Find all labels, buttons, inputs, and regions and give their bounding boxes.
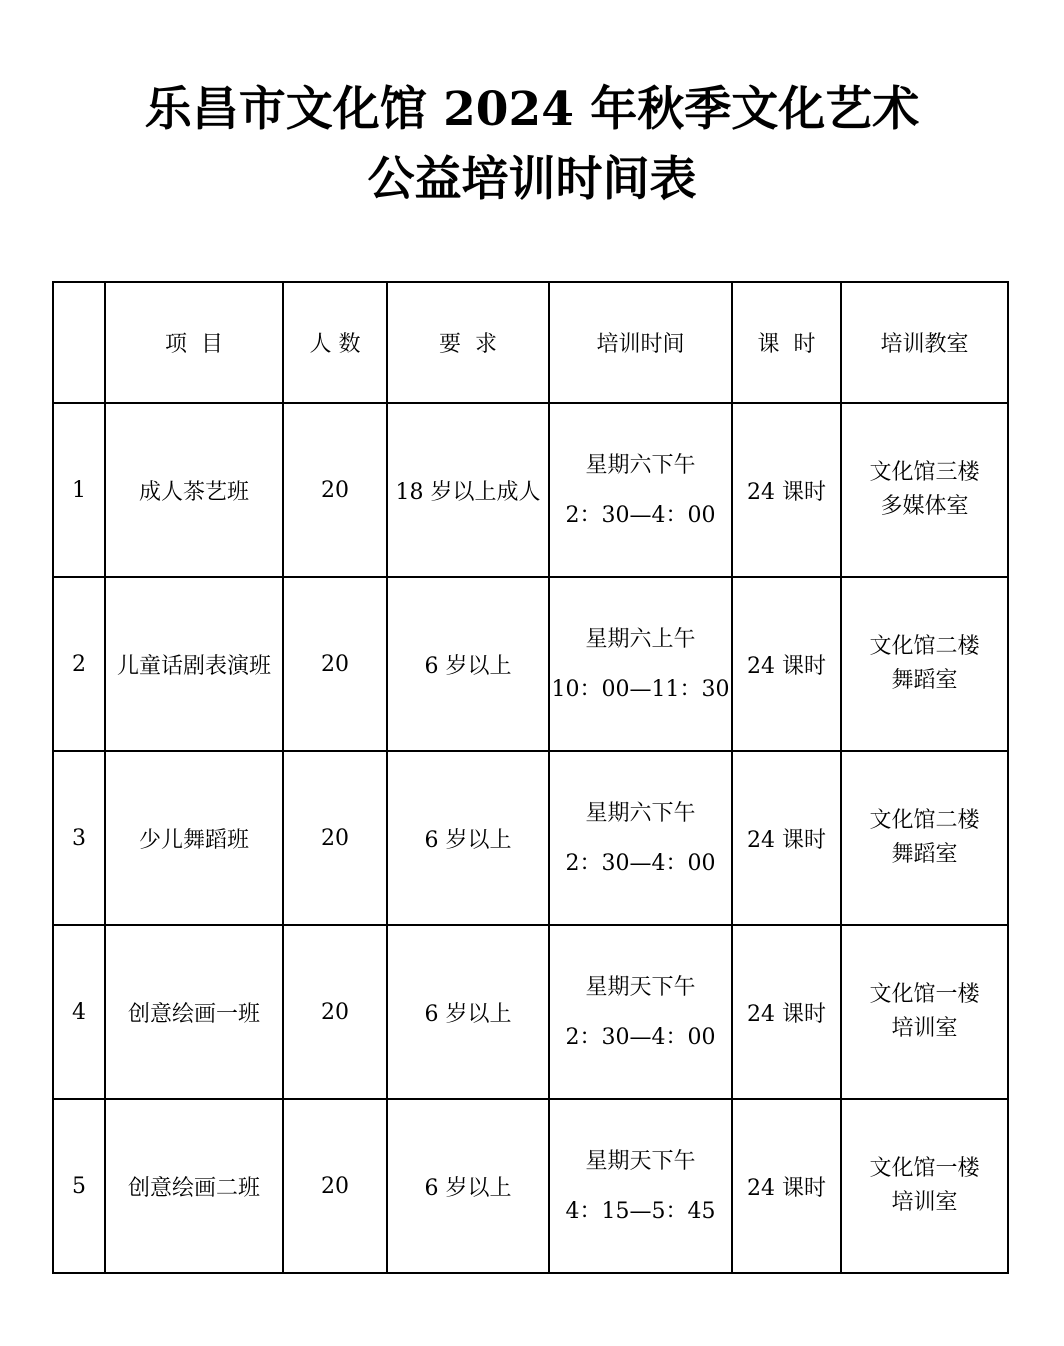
cell-count: 20: [283, 751, 387, 925]
cell-project: 少儿舞蹈班: [105, 751, 283, 925]
cell-count: 20: [283, 925, 387, 1099]
cell-project: 成人茶艺班: [105, 403, 283, 577]
table-row: [53, 925, 1008, 1099]
table-row: [53, 1099, 1008, 1273]
cell-count: 20: [283, 577, 387, 751]
cell-hours: 24 课时: [732, 403, 841, 577]
cell-hours: 24 课时: [732, 925, 841, 1099]
cell-requirement: 6 岁以上: [387, 577, 549, 751]
cell-time: [549, 1099, 732, 1273]
header-hours: 课 时: [732, 282, 841, 403]
cell-index: 3: [53, 751, 105, 925]
cell-time: [549, 403, 732, 577]
cell-hours: 24 课时: [732, 751, 841, 925]
table-row: [53, 751, 1008, 925]
page-title-line-1: 乐昌市文化馆 2024 年秋季文化艺术: [144, 82, 920, 137]
time-day: 星期六下午: [585, 801, 696, 826]
table-row: [53, 577, 1008, 751]
time-day: 星期六上午: [585, 627, 696, 652]
time-day: 星期六下午: [585, 453, 696, 478]
schedule-table: [52, 281, 1009, 1274]
cell-room: [841, 751, 1008, 925]
cell-project: 儿童话剧表演班: [105, 577, 283, 751]
cell-room: [841, 925, 1008, 1099]
room-building: 文化馆二楼: [869, 634, 980, 659]
cell-requirement: 6 岁以上: [387, 751, 549, 925]
table-row: [53, 403, 1008, 577]
cell-room: [841, 403, 1008, 577]
header-time: 培训时间: [549, 282, 732, 403]
time-range: 2：30—4：00: [565, 1025, 716, 1050]
room-building: 文化馆一楼: [869, 982, 980, 1007]
time-day: 星期天下午: [585, 975, 696, 1000]
room-name: 舞蹈室: [891, 842, 958, 867]
page-title-line-2: 公益培训时间表: [367, 152, 697, 207]
room-name: 多媒体室: [880, 494, 969, 519]
cell-index: 4: [53, 925, 105, 1099]
cell-requirement: 6 岁以上: [387, 925, 549, 1099]
cell-count: 20: [283, 403, 387, 577]
time-range: 4：15—5：45: [565, 1199, 716, 1224]
cell-hours: 24 课时: [732, 577, 841, 751]
header-count: 人 数: [283, 282, 387, 403]
cell-count: 20: [283, 1099, 387, 1273]
header-room: 培训教室: [841, 282, 1008, 403]
room-name: 培训室: [891, 1190, 958, 1215]
cell-index: 1: [53, 403, 105, 577]
time-day: 星期天下午: [585, 1149, 696, 1174]
cell-index: 2: [53, 577, 105, 751]
cell-requirement: 18 岁以上成人: [387, 403, 549, 577]
table-header-row: [53, 282, 1008, 403]
cell-time: [549, 925, 732, 1099]
room-name: 舞蹈室: [891, 668, 958, 693]
room-name: 培训室: [891, 1016, 958, 1041]
header-project: 项 目: [105, 282, 283, 403]
room-building: 文化馆三楼: [869, 460, 980, 485]
cell-room: [841, 1099, 1008, 1273]
header-index: [53, 282, 105, 403]
room-building: 文化馆一楼: [869, 1156, 980, 1181]
cell-time: [549, 577, 732, 751]
cell-requirement: 6 岁以上: [387, 1099, 549, 1273]
cell-index: 5: [53, 1099, 105, 1273]
cell-hours: 24 课时: [732, 1099, 841, 1273]
cell-project: 创意绘画二班: [105, 1099, 283, 1273]
header-requirement: 要 求: [387, 282, 549, 403]
cell-project: 创意绘画一班: [105, 925, 283, 1099]
time-range: 10：00—11：30: [551, 677, 730, 702]
time-range: 2：30—4：00: [565, 851, 716, 876]
room-building: 文化馆二楼: [869, 808, 980, 833]
time-range: 2：30—4：00: [565, 503, 716, 528]
cell-time: [549, 751, 732, 925]
cell-room: [841, 577, 1008, 751]
